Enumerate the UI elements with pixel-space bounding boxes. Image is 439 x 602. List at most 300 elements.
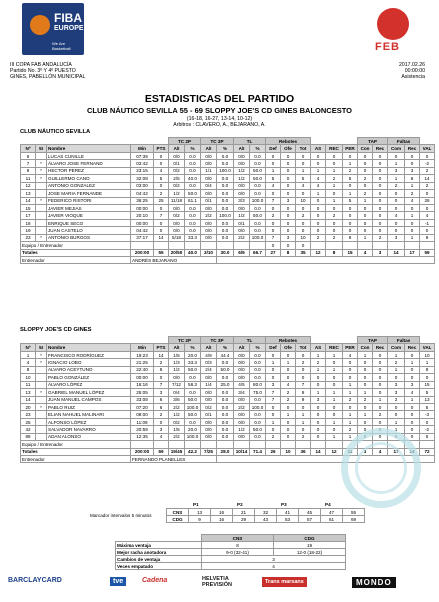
cell-starter [36,411,47,418]
cell-reb-tot: 2 [296,359,311,366]
cell-falta-rec: 0 [405,227,420,234]
cell-tc2-pct: 0.0 [185,167,201,174]
cell-reb-tot: 0 [296,219,311,226]
player-row [21,366,435,373]
total-tl-ai: 10/14 [234,448,250,455]
cell-rec: 0 [326,359,343,366]
cell-pts: 14 [154,234,169,241]
cell-tc3-ai: 0/0 [201,418,217,425]
cell-tc2-pct: 0.0 [185,374,201,381]
cell-per: 0 [343,374,358,381]
cell-tc3-ai: 2/2 [201,212,217,219]
cell-tc3-ai [201,242,217,249]
cell-reb-tot: 1 [296,418,311,425]
group-tc3p: TC 3P [201,337,234,344]
summary-row [116,556,346,563]
cell-pts: 5 [154,175,169,182]
summary-label: Veces empatado [116,563,202,570]
cell-num: 6 [21,152,36,159]
cell-reb-tot: 2 [296,212,311,219]
match-result: CLUB NÁUTICO SEVILLA 55 - 69 SLOPPY JOE'S CD GINES BALONCESTO [86,106,353,115]
cell-starter [36,182,47,189]
col-header-val: VAL [420,344,435,351]
cell-tc3-pct [217,441,234,448]
cell-tl-pct: 100.0 [250,403,266,410]
cell-name: ELIAN NAHUEL MALINARI [47,411,131,418]
cell-tap-rec: 0 [373,219,388,226]
cell-min: 04:42 [131,227,154,234]
col-header-min: Min [131,344,154,351]
cell-reb-ofe: 0 [281,426,296,433]
cell-tap-rec: 0 [373,167,388,174]
cell-tc3-ai: 2/4 [201,366,217,373]
cell-per: 1 [343,433,358,440]
cell-tc2-ai: 5/18 [169,234,185,241]
col-header-reb-ofe: Ofe [281,344,296,351]
cell-tl-pct: 0.0 [250,396,266,403]
col-header-num: Nº [21,145,36,152]
cell-tc2-ai: 0/2 [169,182,185,189]
cell-per: 2 [343,396,358,403]
period-scores-table [166,508,365,523]
cell-falta-com: 3 [388,167,405,174]
cell-reb-ofe: 4 [281,381,296,388]
cell-tc2-pct: 50.0 [185,190,201,197]
cell-tc3-pct: 100.0 [217,212,234,219]
cell-tap-rec: 0 [373,403,388,410]
cell-tl-ai: 0/0 [234,204,250,211]
cell-reb-def: 1 [266,359,281,366]
col-header-as: AS [311,145,326,152]
total-tl-ai: 6/9 [234,249,250,256]
col-header-reb-tot: Tot [296,145,311,152]
cell-as: 1 [311,351,326,358]
group-spacer [311,337,358,344]
cell-tc2-pct: 50.0 [185,411,201,418]
cell-tl-pct: 80.0 [250,381,266,388]
cell-per: 1 [343,411,358,418]
referees: Arbitros : CLAVERO, A., BEJARANO, A. [173,122,266,128]
total-reb-def: 26 [266,448,281,455]
cell-falta-rec: 1 [405,234,420,241]
team-coach-label: Equipo / Entrenador [21,242,131,249]
team1-stats-table [20,137,435,264]
fiba-logo-text: FIBA [54,11,82,25]
cell-pts: 0 [154,182,169,189]
total-tap-rec: 4 [373,448,388,455]
cell-as: 0 [311,204,326,211]
cell-per: 0 [343,366,358,373]
cell-falta-rec: 1 [405,182,420,189]
sponsor-cadena: Cadena [142,577,168,584]
group-spacer [420,337,435,344]
cell-name: LUCAS CUNILLE [47,152,131,159]
cell-min: 11:09 [131,418,154,425]
cell-reb-tot: 10 [296,197,311,204]
cell-tl-ai: 0/0 [234,351,250,358]
cell-reb-tot: 4 [296,182,311,189]
total-pts: 55 [154,249,169,256]
cell-tc3-ai: 0/0 [201,396,217,403]
group-tap: TAP [358,138,388,145]
cell-num: 8 [21,366,36,373]
cell-rec: 1 [326,366,343,373]
cell-pts: 0 [154,204,169,211]
cell-num: 9 [21,167,36,174]
cell-reb-ofe: 1 [281,411,296,418]
cell-rec [326,242,343,249]
col-header-tc3-pct: % [217,344,234,351]
cell-rec: 0 [326,204,343,211]
cell-tc2-pct: 100.0 [185,403,201,410]
player-row [21,219,435,226]
col-header-tap-rec: Rec [373,344,388,351]
col-header-falta-rec: Rec [405,344,420,351]
cell-falta-rec: 0 [405,351,420,358]
match-number: Partido No. 3º Y 4º PUESTO [10,68,76,75]
cell-tc3-pct: 0.0 [217,234,234,241]
cell-falta-com: 0 [388,433,405,440]
cell-min [131,242,154,249]
cell-reb-def: 1 [266,167,281,174]
cell-min: 20:10 [131,212,154,219]
cell-min: 37:17 [131,234,154,241]
cell-min: 25:05 [131,389,154,396]
cell-tc2-pct: 33.3 [185,234,201,241]
cell-tl-pct: 0.0 [250,374,266,381]
total-rec: 8 [326,249,343,256]
sponsor-barclaycard: BARCLAYCARD [8,577,62,584]
cell-starter [36,418,47,425]
coach-name: ANDRÉS BEJARANO [131,257,217,264]
cell-tap-rec: 0 [373,190,388,197]
total-tc2-pct: 42.2 [185,448,201,455]
col-header-starter: 5I [36,145,47,152]
cell-tc3-ai: 0/0 [201,219,217,226]
cell-tl-pct: 50.0 [250,167,266,174]
sponsor-transmarsans: Trans marsans [262,577,307,587]
cell-tc2-ai: 0/0 [169,219,185,226]
player-row [21,381,435,388]
summary-value: 19 [274,542,346,549]
cell-tc2-ai: 2/2 [169,433,185,440]
cell-falta-rec: 3 [405,167,420,174]
cell-reb-tot: 7 [296,381,311,388]
cell-tl-pct: 75.0 [250,389,266,396]
cell-val: -2 [420,426,435,433]
cell-tc3-pct: 0.0 [217,204,234,211]
cell-tap-con: 0 [358,182,373,189]
cell-name: FEDERICO RISTORI [47,197,131,204]
cell-pts: 6 [154,403,169,410]
col-header-tc3-ai: A/I [201,344,217,351]
cell-min: 20:59 [131,426,154,433]
cell-tc2-ai: 2/2 [169,403,185,410]
cell-starter [36,366,47,373]
cell-reb-ofe: 0 [281,366,296,373]
cell-starter [36,426,47,433]
cell-tl-ai: 3/4 [234,389,250,396]
cell-as: 0 [311,411,326,418]
cell-tc2-ai: 0/4 [169,389,185,396]
cell-reb-def: 7 [266,389,281,396]
total-tc3-ai: 3/10 [201,249,217,256]
cell-pts: 2 [154,359,169,366]
cell-val: 0 [420,227,435,234]
basketball-icon [30,15,50,35]
cell-min: 36:25 [131,197,154,204]
cell-falta-rec: 0 [405,152,420,159]
total-falta-rec: 17 [405,249,420,256]
cell-reb-tot: 0 [296,227,311,234]
cell-min: 03:42 [131,160,154,167]
col-header-tap-con: Con [358,344,373,351]
cell-tl-ai: 0/0 [234,359,250,366]
period-score: 29 [233,516,255,523]
cell-tc3-pct: 0.0 [217,389,234,396]
period-head-p4: P4 [325,502,331,507]
cell-tl-ai: 0/0 [234,396,250,403]
cell-num: 20 [21,403,36,410]
cell-tc3-pct: 0.0 [217,219,234,226]
cell-tc3-pct: 0.0 [217,359,234,366]
cell-tl-pct: 100.0 [250,197,266,204]
col-header-tl-ai: A/I [234,145,250,152]
cell-tl-ai: 0/0 [234,190,250,197]
summary-head: CNS [202,535,274,542]
cell-num: 18 [21,219,36,226]
cell-tap-con: 2 [358,190,373,197]
cell-reb-ofe: 3 [281,234,296,241]
cell-rec: 2 [326,234,343,241]
cell-starter: * [36,389,47,396]
totals-row [21,249,435,256]
cell-tap-con: 0 [358,227,373,234]
cell-reb-tot: 2 [296,433,311,440]
cell-falta-com: 3 [388,234,405,241]
cell-tc2-pct: 20.0 [185,351,201,358]
cell-tl-pct [250,441,266,448]
period-score: 16 [211,509,233,516]
cell-tl-pct: 0.0 [250,418,266,425]
period-row-cdg [167,516,365,523]
col-header-name: Nombre [47,145,131,152]
cell-rec: 0 [326,411,343,418]
total-as: 12 [311,249,326,256]
cell-tc3-pct: 44.4 [217,351,234,358]
cell-num: 12 [21,182,36,189]
summary-label: Máxima ventaja [116,542,202,549]
cell-tc3-pct: 0.0 [217,396,234,403]
cell-tc3-ai: 0/0 [201,227,217,234]
cell-as: 0 [311,212,326,219]
cell-tc3-ai: 0/0 [201,433,217,440]
cell-per [343,242,358,249]
cell-tl-pct: 0.0 [250,204,266,211]
cell-reb-ofe: 0 [281,242,296,249]
cell-tap-rec: 2 [373,411,388,418]
col-header-rec: REC [326,344,343,351]
cell-reb-tot: 10 [296,234,311,241]
col-header-reb-ofe: Ofe [281,145,296,152]
total-tap-con: 4 [358,249,373,256]
cell-tap-rec: 0 [373,433,388,440]
period-head-p3: P3 [281,502,287,507]
cell-falta-rec: 0 [405,426,420,433]
cell-falta-rec: 0 [405,160,420,167]
cell-tc3-ai: 0/0 [201,389,217,396]
player-row [21,418,435,425]
cell-per: 0 [343,212,358,219]
cell-per: 8 [343,234,358,241]
cell-tc3-pct: 0.0 [217,175,234,182]
cell-tc2-pct: 0.0 [185,418,201,425]
cell-tc3-ai: 1/4 [201,381,217,388]
cell-tl-ai: 0/0 [234,433,250,440]
cell-tap-con: 0 [358,418,373,425]
cell-as: 3 [311,396,326,403]
cell-min: 23:15 [131,167,154,174]
cell-tc3-ai [201,441,217,448]
cell-rec: 1 [326,433,343,440]
cell-reb-tot: 0 [296,351,311,358]
cell-tc2-ai: 0/0 [169,227,185,234]
cell-val: 2 [420,182,435,189]
cell-name: GABRIEL MANUEL LÓPEZ [47,389,131,396]
group-tc3p: TC 3P [201,138,234,145]
cell-tc2-ai: 3/6 [169,396,185,403]
cell-num: 23 [21,234,36,241]
coach-row [21,257,435,264]
period-score: 43 [255,516,277,523]
summary-box [115,534,346,570]
player-row [21,403,435,410]
cell-reb-ofe: 0 [281,403,296,410]
cell-name: ANTONIO BURGOS [47,234,131,241]
cell-tc2-pct: 50.0 [185,396,201,403]
cell-tc2-ai: 0/2 [169,418,185,425]
summary-row [116,563,346,570]
cell-tc2-ai: 0/0 [169,152,185,159]
cell-as: 0 [311,426,326,433]
player-row [21,152,435,159]
cell-reb-ofe: 0 [281,152,296,159]
cell-rec: 0 [326,152,343,159]
cell-as: 0 [311,152,326,159]
total-reb-tot: 36 [296,448,311,455]
cell-tl-ai: 0/0 [234,366,250,373]
cell-name: JUAN CASTELO [47,227,131,234]
col-header-tap-rec: Rec [373,145,388,152]
cell-val: 0 [420,374,435,381]
cell-falta-com: 2 [388,359,405,366]
group-tl: TL [234,337,266,344]
player-row [21,160,435,167]
col-header-starter: 5I [36,344,47,351]
cell-val: 1 [420,359,435,366]
player-row [21,351,435,358]
col-header-tap-con: Con [358,145,373,152]
cell-tl-ai: 1/2 [234,212,250,219]
cell-falta-com: 0 [388,197,405,204]
col-header-pts: PTS [154,145,169,152]
total-per: 15 [343,249,358,256]
player-row [21,190,435,197]
cell-tap-con: 0 [358,219,373,226]
total-tc2-pct: 40.0 [185,249,201,256]
cell-name: IGNACIO LOBO [47,359,131,366]
cell-reb-ofe: 0 [281,182,296,189]
summary-value: 9-0 (32-41) [202,549,274,556]
cell-falta-com: 0 [388,152,405,159]
cell-tc2-pct: 0.0 [185,219,201,226]
cell-per: 0 [343,182,358,189]
cell-tc3-ai: 1/1 [201,167,217,174]
cell-tl-pct: 0.0 [250,219,266,226]
cell-reb-tot: 1 [296,167,311,174]
cell-pts: 25 [154,197,169,204]
cell-reb-def: 0 [266,403,281,410]
cell-reb-tot: 0 [296,366,311,373]
cell-falta-com: 1 [388,418,405,425]
fiba-logo-sub: EUROPE [54,25,84,32]
cell-tap-rec: 0 [373,152,388,159]
coach-label: Entrenador [21,257,131,264]
cell-tc3-ai: 0/0 [201,152,217,159]
total-tc3-ai: 7/25 [201,448,217,455]
cell-val: 4 [420,212,435,219]
summary-header [116,535,346,542]
cell-tc3-pct: 100.0 [217,167,234,174]
cell-rec: 1 [326,351,343,358]
cell-tc3-ai: 0/1 [201,411,217,418]
cell-as: 0 [311,197,326,204]
cell-tc3-pct: 0.0 [217,403,234,410]
cell-as: 1 [311,366,326,373]
cell-min: 08:00 [131,411,154,418]
venue: GINES, PABELLÓN MUNICIPAL [10,74,86,81]
cell-reb-ofe: 0 [281,418,296,425]
total-tl-pct: 71.4 [250,448,266,455]
player-row [21,227,435,234]
cell-as: 4 [311,175,326,182]
quarter-scores: (16-18, 16-27, 13-14, 10-12) [186,116,253,122]
cell-num: 25 [21,418,36,425]
cell-reb-tot: 0 [296,190,311,197]
period-score: 16 [211,516,233,523]
cell-reb-ofe: 0 [281,219,296,226]
feb-logo [371,8,415,56]
cell-starter [36,433,47,440]
cell-tap-rec: 0 [373,374,388,381]
player-row [21,197,435,204]
cell-tc2-ai: 7/12 [169,381,185,388]
cell-reb-def: 0 [266,152,281,159]
fiba-europe-logo [22,3,84,55]
cell-reb-ofe: 1 [281,359,296,366]
cell-per: 1 [343,160,358,167]
period-team: CNS [167,509,189,516]
col-header-min: Min [131,145,154,152]
cell-falta-rec: 0 [405,411,420,418]
report-header [0,0,439,92]
cell-starter: * [36,351,47,358]
summary-table [115,534,346,570]
player-row [21,204,435,211]
period-score: 61 [321,516,343,523]
cell-tc3-pct: 0.0 [217,190,234,197]
cell-name: JAVIER MEJIAS [47,204,131,211]
